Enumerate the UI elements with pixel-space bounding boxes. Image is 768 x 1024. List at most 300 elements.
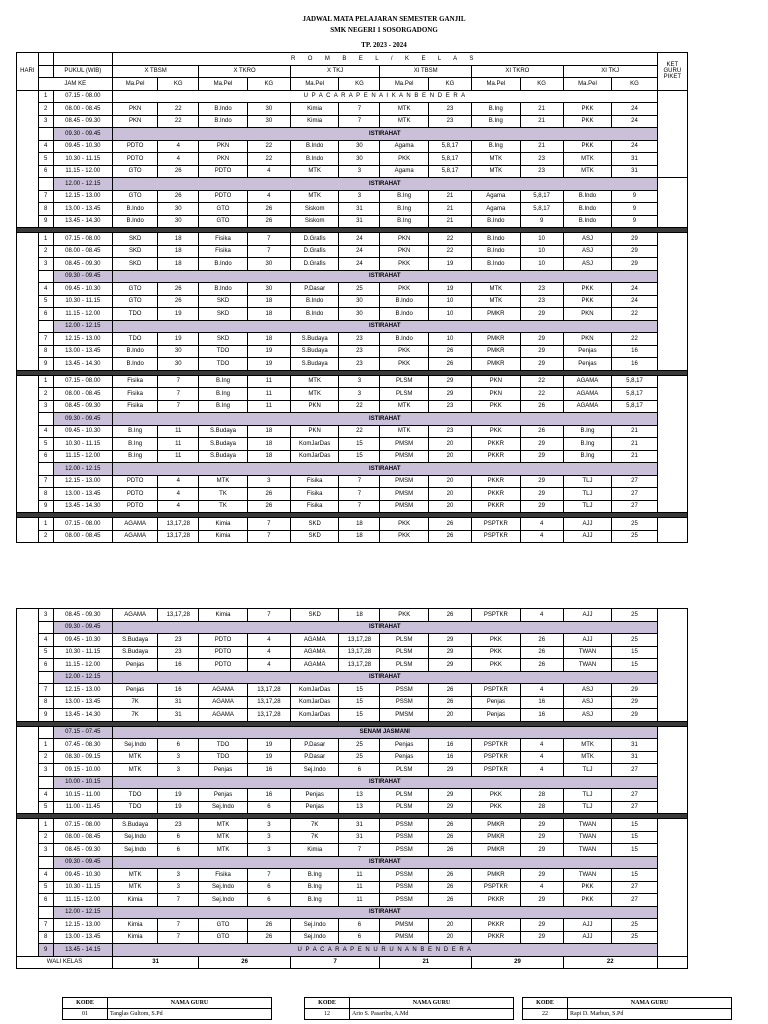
- subject-cell: D.Grafis: [290, 258, 339, 271]
- subject-cell: Kimia: [199, 518, 248, 531]
- subject-cell: B.Indo: [472, 258, 521, 271]
- teacher-code-cell: 19: [158, 801, 199, 814]
- subject-cell: AGAMA: [199, 696, 248, 709]
- teacher-code-cell: 29: [520, 308, 563, 321]
- subject-cell: AJJ: [563, 919, 612, 932]
- subject-cell: AGAMA: [112, 530, 157, 543]
- school-year: TP. 2023 - 2024: [361, 41, 407, 49]
- teacher-code-cell: 3: [158, 869, 199, 882]
- nama-guru-header: NAMA GURU: [568, 998, 732, 1009]
- subject-cell: PKK: [563, 140, 612, 153]
- subject-cell: Penjas: [472, 709, 521, 722]
- time-cell: 08.00 - 08.45: [53, 245, 112, 258]
- subject-cell: B.Indo: [472, 215, 521, 228]
- jam-cell: 3: [38, 844, 53, 857]
- table-row: [17, 944, 688, 957]
- teacher-code-cell: 6: [339, 919, 380, 932]
- piket-cell: [657, 90, 687, 178]
- subject-cell: Penjas: [380, 739, 429, 752]
- jam-cell: [38, 776, 53, 789]
- subject-cell: SKD: [112, 258, 157, 271]
- subject-cell: PLSM: [380, 789, 429, 802]
- teacher-code-cell: 7: [158, 375, 199, 388]
- table-row: [17, 245, 688, 258]
- teacher-code-cell: 13,17,28: [247, 696, 290, 709]
- subject-cell: Sej.Indo: [112, 739, 157, 752]
- teacher-code-cell: 7: [247, 609, 290, 622]
- teacher-code-cell: 18: [247, 295, 290, 308]
- break-label: ISTIRAHAT: [112, 671, 657, 684]
- teacher-code-cell: 9: [520, 215, 563, 228]
- teacher-code-cell: 7: [247, 233, 290, 246]
- teacher-code-cell: 28: [520, 789, 563, 802]
- subject-cell: B.Ing: [472, 140, 521, 153]
- subject-cell: PKK: [563, 283, 612, 296]
- subject-cell: TLJ: [563, 801, 612, 814]
- subject-cell: GTO: [199, 215, 248, 228]
- subject-cell: Fisika: [290, 500, 339, 513]
- teacher-code-cell: 24: [339, 233, 380, 246]
- col-class: X TKJ: [290, 65, 380, 78]
- wali-kelas-value: 21: [380, 956, 472, 969]
- table-row: [17, 621, 688, 634]
- subject-cell: B.Indo: [380, 308, 429, 321]
- subject-cell: PDTO: [112, 500, 157, 513]
- subject-cell: Fisika: [199, 245, 248, 258]
- subject-cell: SKD: [290, 518, 339, 531]
- teacher-code-table: [304, 997, 514, 1020]
- teacher-code-cell: 11: [247, 400, 290, 413]
- teacher-code-cell: 9: [612, 203, 657, 216]
- teacher-code-cell: 20: [428, 488, 471, 501]
- subject-cell: PKN: [199, 140, 248, 153]
- subject-cell: P.Dasar: [290, 751, 339, 764]
- time-cell: 07.15 - 08.00: [53, 233, 112, 246]
- teacher-code-cell: 31: [612, 153, 657, 166]
- teacher-code-cell: 7: [158, 894, 199, 907]
- col-mapel: Ma.Pel: [472, 78, 521, 91]
- subject-cell: PLSM: [380, 764, 429, 777]
- time-cell: 12.15 - 13.00: [53, 190, 112, 203]
- teacher-code-cell: 20: [428, 500, 471, 513]
- subject-cell: PKKR: [472, 919, 521, 932]
- subject-cell: PSSM: [380, 894, 429, 907]
- table-row: [17, 696, 688, 709]
- subject-cell: TWAN: [563, 869, 612, 882]
- col-kg: KG: [247, 78, 290, 91]
- time-cell: 08.45 - 09.30: [53, 115, 112, 128]
- subject-cell: PMKR: [472, 844, 521, 857]
- jam-cell: 9: [38, 358, 53, 371]
- subject-cell: MTK: [199, 831, 248, 844]
- teacher-code-cell: 20: [428, 450, 471, 463]
- teacher-code-cell: 24: [612, 103, 657, 116]
- subject-cell: PDTO: [199, 646, 248, 659]
- time-cell: 13.00 - 13.45: [53, 696, 112, 709]
- subject-cell: S.Budaya: [112, 819, 157, 832]
- subject-cell: MTK: [380, 103, 429, 116]
- table-row: [17, 856, 688, 869]
- col-mapel: Ma.Pel: [199, 78, 248, 91]
- subject-cell: B.Ing: [290, 881, 339, 894]
- teacher-code-cell: 24: [612, 115, 657, 128]
- time-cell: 12.15 - 13.00: [53, 919, 112, 932]
- subject-cell: TDO: [112, 789, 157, 802]
- teacher-code-cell: 25: [612, 931, 657, 944]
- subject-cell: GTO: [199, 203, 248, 216]
- col-ket: KET GURU PIKET: [657, 53, 687, 91]
- time-cell: 12.15 - 13.00: [53, 333, 112, 346]
- time-cell: 09.30 - 09.45: [53, 621, 112, 634]
- piket-cell: [657, 518, 687, 543]
- teacher-code-cell: 18: [247, 438, 290, 451]
- teacher-code-cell: 23: [158, 819, 199, 832]
- teacher-code-cell: 3: [247, 475, 290, 488]
- table-row: [17, 530, 688, 543]
- school-name: SMK NEGERI 1 SOSORGADONG: [330, 26, 438, 34]
- teacher-code-cell: 24: [339, 245, 380, 258]
- subject-cell: PKK: [472, 659, 521, 672]
- day-label: [17, 375, 39, 513]
- teacher-code-cell: 27: [612, 475, 657, 488]
- subject-cell: MTK: [112, 764, 157, 777]
- subject-cell: PMKR: [472, 358, 521, 371]
- time-cell: 11.15 - 12.00: [53, 165, 112, 178]
- subject-cell: PLSM: [380, 801, 429, 814]
- subject-cell: Kimia: [112, 894, 157, 907]
- subject-cell: TLJ: [563, 500, 612, 513]
- table-row: [17, 233, 688, 246]
- col-class: XI TKJ: [563, 65, 657, 78]
- teacher-code-cell: 24: [612, 140, 657, 153]
- subject-cell: PLSM: [380, 634, 429, 647]
- subject-cell: MTK: [472, 283, 521, 296]
- time-cell: 12.00 - 12.15: [53, 178, 112, 191]
- jam-cell: 6: [38, 659, 53, 672]
- table-row: [17, 956, 688, 969]
- table-row: [17, 518, 688, 531]
- time-cell: 08.00 - 08.45: [53, 388, 112, 401]
- subject-cell: TK: [199, 488, 248, 501]
- subject-cell: TLJ: [563, 764, 612, 777]
- teacher-code-cell: 5,8,17: [520, 190, 563, 203]
- jam-cell: 7: [38, 684, 53, 697]
- teacher-code-cell: 13,17,28: [247, 684, 290, 697]
- subject-cell: Sej.Indo: [290, 919, 339, 932]
- subject-cell: AGAMA: [199, 709, 248, 722]
- jam-cell: 8: [38, 203, 53, 216]
- subject-cell: PMSM: [380, 488, 429, 501]
- subject-cell: 7K: [290, 831, 339, 844]
- teacher-code-cell: 4: [520, 684, 563, 697]
- schedule-title: JADWAL MATA PELAJARAN SEMESTER GANJIL: [302, 15, 466, 23]
- teacher-code-cell: 31: [612, 751, 657, 764]
- subject-cell: Kimia: [112, 931, 157, 944]
- table-row: [17, 609, 688, 622]
- teacher-code-cell: 3: [158, 751, 199, 764]
- teacher-code-cell: 16: [247, 764, 290, 777]
- jam-cell: [38, 178, 53, 191]
- teacher-code-cell: 15: [339, 709, 380, 722]
- subject-cell: PKK: [380, 358, 429, 371]
- teacher-code-cell: 29: [428, 659, 471, 672]
- subject-cell: PMKR: [472, 333, 521, 346]
- col-kg: KG: [158, 78, 199, 91]
- subject-cell: PKKR: [472, 438, 521, 451]
- subject-cell: Penjas: [199, 789, 248, 802]
- teacher-code-cell: 23: [428, 103, 471, 116]
- teacher-code-cell: 30: [339, 295, 380, 308]
- day-label: [17, 819, 39, 957]
- teacher-code-cell: 6: [158, 831, 199, 844]
- subject-cell: PLSM: [380, 388, 429, 401]
- teacher-code-cell: 15: [612, 659, 657, 672]
- time-cell: 13.45 - 14.30: [53, 500, 112, 513]
- subject-cell: AGAMA: [199, 684, 248, 697]
- teacher-code-cell: 13,17,28: [339, 634, 380, 647]
- table-row: [17, 333, 688, 346]
- subject-cell: B.Indo: [112, 215, 157, 228]
- piket-cell: [657, 726, 687, 814]
- subject-cell: B.Ing: [380, 203, 429, 216]
- teacher-code-cell: 7: [158, 919, 199, 932]
- teacher-code-cell: 29: [520, 831, 563, 844]
- table-row: [17, 345, 688, 358]
- subject-cell: GTO: [112, 283, 157, 296]
- teacher-code-cell: 18: [247, 425, 290, 438]
- teacher-code-cell: 18: [247, 333, 290, 346]
- teacher-code-cell: 30: [158, 358, 199, 371]
- time-cell: 10.30 - 11.15: [53, 438, 112, 451]
- break-label: ISTIRAHAT: [112, 413, 657, 426]
- time-cell: 10.30 - 11.15: [53, 153, 112, 166]
- table-row: [17, 450, 688, 463]
- subject-cell: PSPTKR: [472, 764, 521, 777]
- teacher-code-cell: 10: [428, 308, 471, 321]
- time-cell: 08.00 - 08.45: [53, 103, 112, 116]
- teacher-code-cell: 22: [339, 400, 380, 413]
- subject-cell: Penjas: [563, 358, 612, 371]
- table-row: [17, 659, 688, 672]
- jam-cell: 3: [38, 400, 53, 413]
- subject-cell: Agama: [380, 140, 429, 153]
- subject-cell: KomJarDas: [290, 450, 339, 463]
- subject-cell: MTK: [380, 425, 429, 438]
- col-jam-ke: JAM KE: [38, 78, 112, 91]
- subject-cell: PSPTKR: [472, 518, 521, 531]
- subject-cell: 7K: [112, 696, 157, 709]
- subject-cell: B.Ing: [472, 103, 521, 116]
- teacher-code-cell: 23: [158, 646, 199, 659]
- jam-cell: 3: [38, 609, 53, 622]
- subject-cell: TDO: [112, 308, 157, 321]
- subject-cell: TWAN: [563, 831, 612, 844]
- teacher-code-cell: 19: [247, 358, 290, 371]
- teacher-code-cell: 26: [247, 919, 290, 932]
- teacher-code: 01: [63, 1009, 108, 1020]
- teacher-code-cell: 25: [339, 751, 380, 764]
- teacher-code-cell: 26: [428, 894, 471, 907]
- subject-cell: GTO: [112, 295, 157, 308]
- time-cell: 11.15 - 12.00: [53, 308, 112, 321]
- teacher-code-cell: 29: [612, 684, 657, 697]
- time-cell: 08.45 - 09.30: [53, 609, 112, 622]
- jam-cell: 4: [38, 789, 53, 802]
- teacher-code-cell: 26: [520, 646, 563, 659]
- jam-cell: 6: [38, 450, 53, 463]
- teacher-code-cell: 18: [158, 245, 199, 258]
- subject-cell: MTK: [112, 751, 157, 764]
- teacher-code-cell: 16: [247, 789, 290, 802]
- teacher-code-cell: 7: [339, 475, 380, 488]
- time-cell: 10.00 - 10.15: [53, 776, 112, 789]
- teacher-code-cell: 29: [428, 801, 471, 814]
- teacher-code-cell: 18: [339, 530, 380, 543]
- teacher-code-cell: 16: [612, 345, 657, 358]
- subject-cell: AJJ: [563, 518, 612, 531]
- teacher-code-cell: 3: [158, 881, 199, 894]
- table-row: [17, 881, 688, 894]
- teacher-code-cell: 23: [520, 153, 563, 166]
- col-class: XI TBSM: [380, 65, 472, 78]
- subject-cell: PMKR: [472, 831, 521, 844]
- subject-cell: B.Indo: [290, 153, 339, 166]
- teacher-code-cell: 25: [339, 283, 380, 296]
- break-label: ISTIRAHAT: [112, 128, 657, 141]
- teacher-code-cell: 26: [428, 881, 471, 894]
- jam-cell: 3: [38, 258, 53, 271]
- subject-cell: TLJ: [563, 475, 612, 488]
- teacher-code-cell: 5,8,17: [428, 165, 471, 178]
- subject-cell: S.Budaya: [112, 646, 157, 659]
- time-cell: 10.30 - 11.15: [53, 295, 112, 308]
- schedule-table-page1: [16, 52, 688, 543]
- teacher-code-cell: 13,17,28: [339, 646, 380, 659]
- teacher-code-cell: 26: [428, 609, 471, 622]
- teacher-code-cell: 29: [612, 696, 657, 709]
- teacher-code-cell: 11: [339, 869, 380, 882]
- teacher-code-cell: 30: [158, 203, 199, 216]
- teacher-code-cell: 4: [247, 634, 290, 647]
- table-row: [17, 831, 688, 844]
- teacher-code-cell: 26: [428, 530, 471, 543]
- teacher-code-cell: 23: [428, 115, 471, 128]
- teacher-code-cell: 3: [247, 819, 290, 832]
- teacher-code-cell: 6: [247, 801, 290, 814]
- teacher-code-cell: 18: [158, 233, 199, 246]
- teacher-code-cell: 3: [158, 764, 199, 777]
- subject-cell: B.Ing: [199, 388, 248, 401]
- subject-cell: PKKR: [472, 450, 521, 463]
- table-row: [17, 53, 688, 66]
- jam-cell: 8: [38, 345, 53, 358]
- teacher-code-cell: 7: [158, 388, 199, 401]
- table-row: [17, 190, 688, 203]
- subject-cell: D.Grafis: [290, 233, 339, 246]
- subject-cell: AGAMA: [112, 518, 157, 531]
- teacher-code-cell: 30: [247, 103, 290, 116]
- subject-cell: MTK: [290, 165, 339, 178]
- teacher-code-cell: 27: [612, 500, 657, 513]
- teacher-code-cell: 25: [612, 518, 657, 531]
- subject-cell: S.Budaya: [199, 425, 248, 438]
- teacher-code-cell: 29: [428, 634, 471, 647]
- teacher-code-cell: 26: [428, 819, 471, 832]
- subject-cell: MTK: [563, 153, 612, 166]
- teacher-code-cell: 5,8,17: [612, 388, 657, 401]
- teacher-code-cell: 10: [520, 233, 563, 246]
- subject-cell: Sej.Indo: [199, 894, 248, 907]
- subject-cell: TDO: [199, 739, 248, 752]
- teacher-code-cell: 27: [612, 488, 657, 501]
- subject-cell: PMKR: [472, 308, 521, 321]
- break-label: ISTIRAHAT: [112, 463, 657, 476]
- table-row: [17, 919, 688, 932]
- teacher-code-cell: 18: [247, 450, 290, 463]
- subject-cell: PKK: [563, 881, 612, 894]
- teacher-code-cell: 23: [339, 358, 380, 371]
- table-row: [17, 634, 688, 647]
- jam-cell: 4: [38, 634, 53, 647]
- jam-cell: 5: [38, 153, 53, 166]
- table-row: [17, 215, 688, 228]
- jam-cell: 1: [38, 233, 53, 246]
- time-cell: 09.45 - 10.30: [53, 425, 112, 438]
- teacher-code-cell: 30: [247, 115, 290, 128]
- subject-cell: PKK: [472, 400, 521, 413]
- subject-cell: GTO: [112, 165, 157, 178]
- subject-cell: Kimia: [290, 115, 339, 128]
- teacher-code-cell: 11: [158, 425, 199, 438]
- teacher-code-cell: 29: [520, 869, 563, 882]
- teacher-code-cell: 24: [612, 283, 657, 296]
- teacher-code-cell: 25: [612, 609, 657, 622]
- teacher-code-cell: 23: [339, 345, 380, 358]
- jam-cell: 2: [38, 751, 53, 764]
- subject-cell: B.Indo: [380, 295, 429, 308]
- teacher-code-cell: 21: [428, 203, 471, 216]
- subject-cell: ASJ: [563, 684, 612, 697]
- time-cell: 07.15 - 08.00: [53, 819, 112, 832]
- jam-cell: [38, 463, 53, 476]
- teacher-code-cell: 29: [520, 488, 563, 501]
- teacher-code-cell: 29: [428, 764, 471, 777]
- piket-cell: [657, 178, 687, 228]
- subject-cell: B.Ing: [112, 425, 157, 438]
- subject-cell: PKK: [380, 609, 429, 622]
- teacher-code-cell: 29: [520, 931, 563, 944]
- subject-cell: MTK: [563, 165, 612, 178]
- subject-cell: Fisika: [290, 488, 339, 501]
- subject-cell: AJJ: [563, 931, 612, 944]
- table-row: [17, 844, 688, 857]
- subject-cell: PSSM: [380, 869, 429, 882]
- table-row: [17, 463, 688, 476]
- subject-cell: B.Indo: [472, 245, 521, 258]
- subject-cell: TDO: [199, 345, 248, 358]
- teacher-code-cell: 26: [158, 165, 199, 178]
- subject-cell: PSSM: [380, 844, 429, 857]
- teacher-code-cell: 30: [247, 258, 290, 271]
- teacher-code-cell: 13,17,28: [339, 659, 380, 672]
- schedule-table-page2: [16, 608, 688, 969]
- time-cell: 08.45 - 09.30: [53, 258, 112, 271]
- time-cell: 08.45 - 09.30: [53, 844, 112, 857]
- teacher-code-cell: 19: [428, 258, 471, 271]
- jam-cell: 5: [38, 295, 53, 308]
- subject-cell: Kimia: [112, 919, 157, 932]
- teacher-code-cell: 13,17,28: [158, 609, 199, 622]
